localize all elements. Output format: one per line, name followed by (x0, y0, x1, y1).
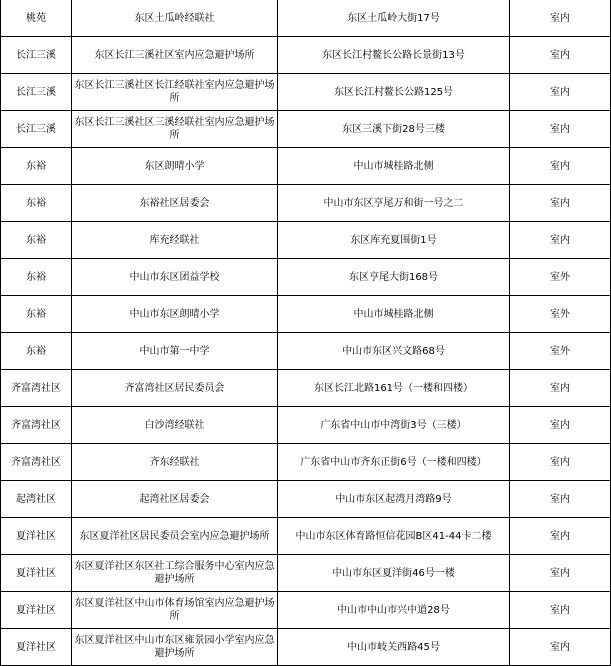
cell-community: 桃苑 (1, 0, 72, 37)
cell-community: 齐富湾社区 (1, 407, 72, 444)
cell-shelter-name: 库充经联社 (72, 222, 278, 259)
cell-type: 室外 (510, 333, 611, 370)
table-row (1, 148, 611, 185)
cell-type: 室内 (510, 222, 611, 259)
cell-address: 东区三溪下街28号三楼 (278, 111, 510, 148)
cell-address: 东区土瓜岭大街17号 (278, 0, 510, 37)
table-row (1, 296, 611, 333)
table-row (1, 333, 611, 370)
cell-address: 东区长江村鳌长公路125号 (278, 74, 510, 111)
cell-address: 东区长江北路161号（一楼和四楼） (278, 370, 510, 407)
cell-community: 齐富湾社区 (1, 370, 72, 407)
cell-address: 中山市东区亨尾万和街一号之二 (278, 185, 510, 222)
cell-shelter-name: 东裕社区居委会 (72, 185, 278, 222)
cell-community: 东裕 (1, 185, 72, 222)
cell-address: 东区长江村鳌长公路长景街13号 (278, 37, 510, 74)
cell-shelter-name: 东区朗晴小学 (72, 148, 278, 185)
table-row (1, 185, 611, 222)
table-row (1, 592, 611, 629)
cell-address: 中山市城桂路北侧 (278, 296, 510, 333)
cell-community: 东裕 (1, 333, 72, 370)
table-row (1, 518, 611, 555)
cell-type: 室内 (510, 37, 611, 74)
cell-community: 夏洋社区 (1, 555, 72, 592)
cell-address: 中山市东区体育路恒信花园B区41-44卡二楼 (278, 518, 510, 555)
cell-type: 室内 (510, 74, 611, 111)
cell-address: 中山市东区兴文路68号 (278, 333, 510, 370)
cell-community: 长江三溪 (1, 37, 72, 74)
table-row (1, 370, 611, 407)
cell-type: 室内 (510, 111, 611, 148)
table-row (1, 259, 611, 296)
cell-address: 中山市东区夏洋街46号一楼 (278, 555, 510, 592)
cell-type: 室内 (510, 185, 611, 222)
cell-address: 中山市岐关西路45号 (278, 629, 510, 666)
table-row (1, 37, 611, 74)
cell-shelter-name: 中山市东区团益学校 (72, 259, 278, 296)
cell-type: 室内 (510, 592, 611, 629)
cell-shelter-name: 齐富湾社区居民委员会 (72, 370, 278, 407)
table-row (1, 407, 611, 444)
cell-address: 东区库充夏围街1号 (278, 222, 510, 259)
cell-community: 东裕 (1, 222, 72, 259)
table-row (1, 111, 611, 148)
cell-type: 室内 (510, 444, 611, 481)
cell-type: 室内 (510, 370, 611, 407)
cell-address: 中山市城桂路北侧 (278, 148, 510, 185)
cell-address: 东区亨尾大街168号 (278, 259, 510, 296)
cell-shelter-name: 起湾社区居委会 (72, 481, 278, 518)
cell-community: 夏洋社区 (1, 592, 72, 629)
cell-community: 东裕 (1, 259, 72, 296)
cell-address: 广东省中山市齐东正街6号（一楼和四楼） (278, 444, 510, 481)
cell-community: 起湾社区 (1, 481, 72, 518)
table-row (1, 74, 611, 111)
cell-community: 长江三溪 (1, 74, 72, 111)
cell-shelter-name: 东区长江三溪社区室内应急避护场所 (72, 37, 278, 74)
cell-shelter-name: 东区夏洋社区居民委员会室内应急避护场所 (72, 518, 278, 555)
cell-type: 室内 (510, 629, 611, 666)
cell-shelter-name: 东区夏洋社区东区社工综合服务中心室内应急避护场所 (72, 555, 278, 592)
cell-shelter-name: 东区长江三溪社区长江经联社室内应急避护场所 (72, 74, 278, 111)
cell-type: 室内 (510, 0, 611, 37)
cell-community: 夏洋社区 (1, 629, 72, 666)
cell-shelter-name: 东区夏洋社区中山市体育场馆室内应急避护场所 (72, 592, 278, 629)
cell-community: 齐富湾社区 (1, 444, 72, 481)
cell-community: 夏洋社区 (1, 518, 72, 555)
cell-type: 室外 (510, 259, 611, 296)
shelter-table-body (1, 0, 611, 666)
cell-type: 室内 (510, 407, 611, 444)
cell-address: 广东省中山市中湾街3号（三楼） (278, 407, 510, 444)
cell-community: 东裕 (1, 148, 72, 185)
cell-community: 长江三溪 (1, 111, 72, 148)
cell-shelter-name: 东区夏洋社区中山市东区雍景园小学室内应急避护场所 (72, 629, 278, 666)
cell-type: 室外 (510, 296, 611, 333)
cell-address: 中山市东区起湾月湾路9号 (278, 481, 510, 518)
cell-shelter-name: 中山市第一中学 (72, 333, 278, 370)
cell-type: 室内 (510, 518, 611, 555)
cell-shelter-name: 东区土瓜岭经联社 (72, 0, 278, 37)
table-row (1, 222, 611, 259)
cell-shelter-name: 齐东经联社 (72, 444, 278, 481)
cell-type: 室内 (510, 555, 611, 592)
cell-type: 室内 (510, 481, 611, 518)
table-row (1, 0, 611, 37)
cell-shelter-name: 中山市东区朗晴小学 (72, 296, 278, 333)
cell-shelter-name: 白沙湾经联社 (72, 407, 278, 444)
cell-address: 中山市中山市兴中道28号 (278, 592, 510, 629)
cell-shelter-name: 东区长江三溪社区三溪经联社室内应急避护场所 (72, 111, 278, 148)
table-row (1, 481, 611, 518)
cell-community: 东裕 (1, 296, 72, 333)
table-row (1, 555, 611, 592)
cell-type: 室内 (510, 148, 611, 185)
table-row (1, 444, 611, 481)
